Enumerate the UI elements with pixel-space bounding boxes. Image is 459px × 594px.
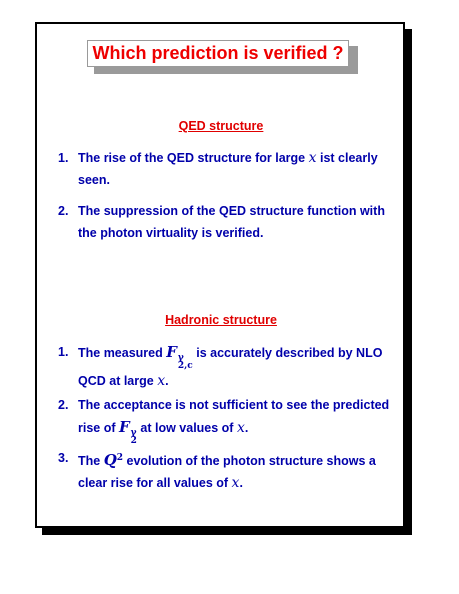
math-var: x [308,150,317,166]
item-number: 1. [58,151,69,165]
qed-item-1 [58,147,394,191]
item-number: 2. [58,398,69,412]
slide-title: Which prediction is verified ? [87,40,349,67]
hadronic-heading: Hadronic structure [165,313,277,327]
item-number: 3. [58,451,69,465]
hadronic-item-2 [58,394,394,445]
item-text: The rise of the QED structure for large x ist clearly seen. [78,150,378,187]
math-var: x [231,475,240,492]
hadronic-item-3 [58,447,394,494]
math-symbol: F [166,343,177,361]
hadronic-item-1 [58,341,394,392]
item-text: The suppression of the QED structure function with the photon virtuality is verified. [78,204,385,240]
item-text: The acceptance is not sufficient to see the predicted rise of F γ 2 at low values of x. [78,398,390,446]
qed-heading: QED structure [178,119,264,133]
item-text: The $Q^2$ evolution of the photon structure shows a clear rise for all values of x. [78,451,376,492]
math-symbol: F [119,418,130,436]
item-number: 1. [58,345,69,359]
qed-item-2 [58,200,394,244]
math-var: x [157,373,166,389]
item-number: 2. [58,204,69,218]
item-text: The measured F γ 2,c is accurately described by NLO QCD at large x. [78,343,383,389]
math-symbol: Q [103,451,117,470]
math-var: x [236,420,245,436]
